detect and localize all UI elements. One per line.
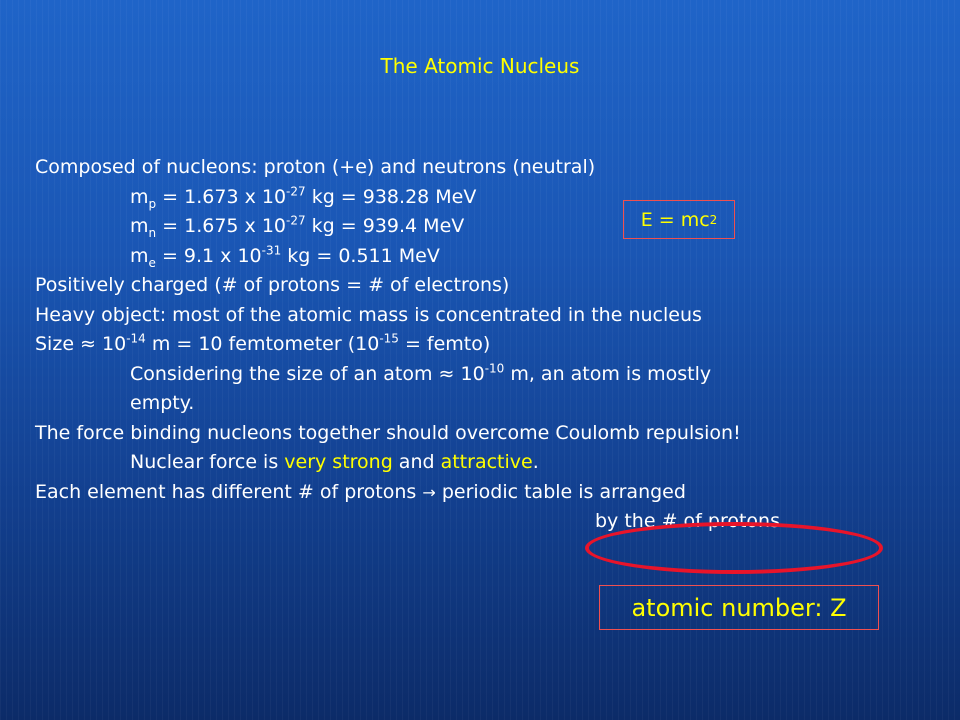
femto-exponent: -15 xyxy=(379,331,399,346)
slide-title: The Atomic Nucleus xyxy=(380,54,580,78)
size-line xyxy=(35,330,950,360)
mass-value: = 1.673 x 10 xyxy=(156,185,287,208)
element-text: periodic table is arranged xyxy=(435,480,686,503)
mass-value: = 1.675 x 10 xyxy=(156,215,287,237)
nucleons-line: Composed of nucleons: proton (+e) and neutrons (neutral) xyxy=(35,156,596,178)
by-protons-line: by the # of protons. xyxy=(595,510,787,532)
mass-symbol: m xyxy=(130,244,149,267)
charge-line: Positively charged (# of protons = # of electrons) xyxy=(35,274,510,296)
emc-text: E = mc xyxy=(640,208,710,231)
mass-concentration-line: Heavy object: most of the atomic mass is concentrated in the nucleus xyxy=(35,303,702,326)
empty-line: empty. xyxy=(130,392,195,414)
mass-exponent: -27 xyxy=(286,213,306,228)
element-line xyxy=(35,478,950,508)
highlight-circle xyxy=(585,522,883,574)
size-text: Size ≈ 10 xyxy=(35,333,127,355)
element-text: Each element has different # of protons xyxy=(35,480,423,503)
size-exponent: -14 xyxy=(126,331,146,346)
mass-exponent: -27 xyxy=(286,184,306,199)
atom-text: m, an atom is mostly xyxy=(504,362,712,385)
neutron-mass-line xyxy=(35,212,950,242)
mass-subscript: e xyxy=(148,255,156,270)
slide-body xyxy=(35,153,950,537)
mass-energy: kg = 939.4 MeV xyxy=(305,215,465,237)
nuclear-text: and xyxy=(392,451,441,473)
mass-value: = 9.1 x 10 xyxy=(155,244,262,267)
size-text: = femto) xyxy=(398,333,491,355)
atom-text: Considering the size of an atom ≈ 10 xyxy=(130,362,485,385)
mass-subscript: p xyxy=(148,196,157,211)
proton-mass-line xyxy=(35,183,950,213)
nuclear-force-line xyxy=(35,448,950,478)
emc-equation-box: E = mc 2 xyxy=(623,200,735,239)
right-arrow-icon: → xyxy=(422,482,436,502)
atom-exponent: -10 xyxy=(484,361,505,376)
size-text: m = 10 femtometer (10 xyxy=(145,333,380,355)
atomic-number-box: atomic number: Z xyxy=(599,585,879,630)
highlight-attractive: attractive xyxy=(440,451,533,473)
mass-symbol: m xyxy=(130,185,149,208)
mass-symbol: m xyxy=(130,215,149,237)
mass-exponent: -31 xyxy=(261,243,282,258)
mass-energy: kg = 938.28 MeV xyxy=(305,185,477,208)
highlight-strong: very strong xyxy=(284,451,393,473)
nuclear-text: . xyxy=(532,451,539,473)
mass-subscript: n xyxy=(148,225,157,240)
atom-size-line xyxy=(35,360,950,390)
nuclear-text: Nuclear force is xyxy=(130,451,285,473)
force-line: The force binding nucleons together should overcome Coulomb repulsion! xyxy=(35,421,741,444)
mass-energy: kg = 0.511 MeV xyxy=(281,244,440,267)
electron-mass-line xyxy=(35,242,950,272)
